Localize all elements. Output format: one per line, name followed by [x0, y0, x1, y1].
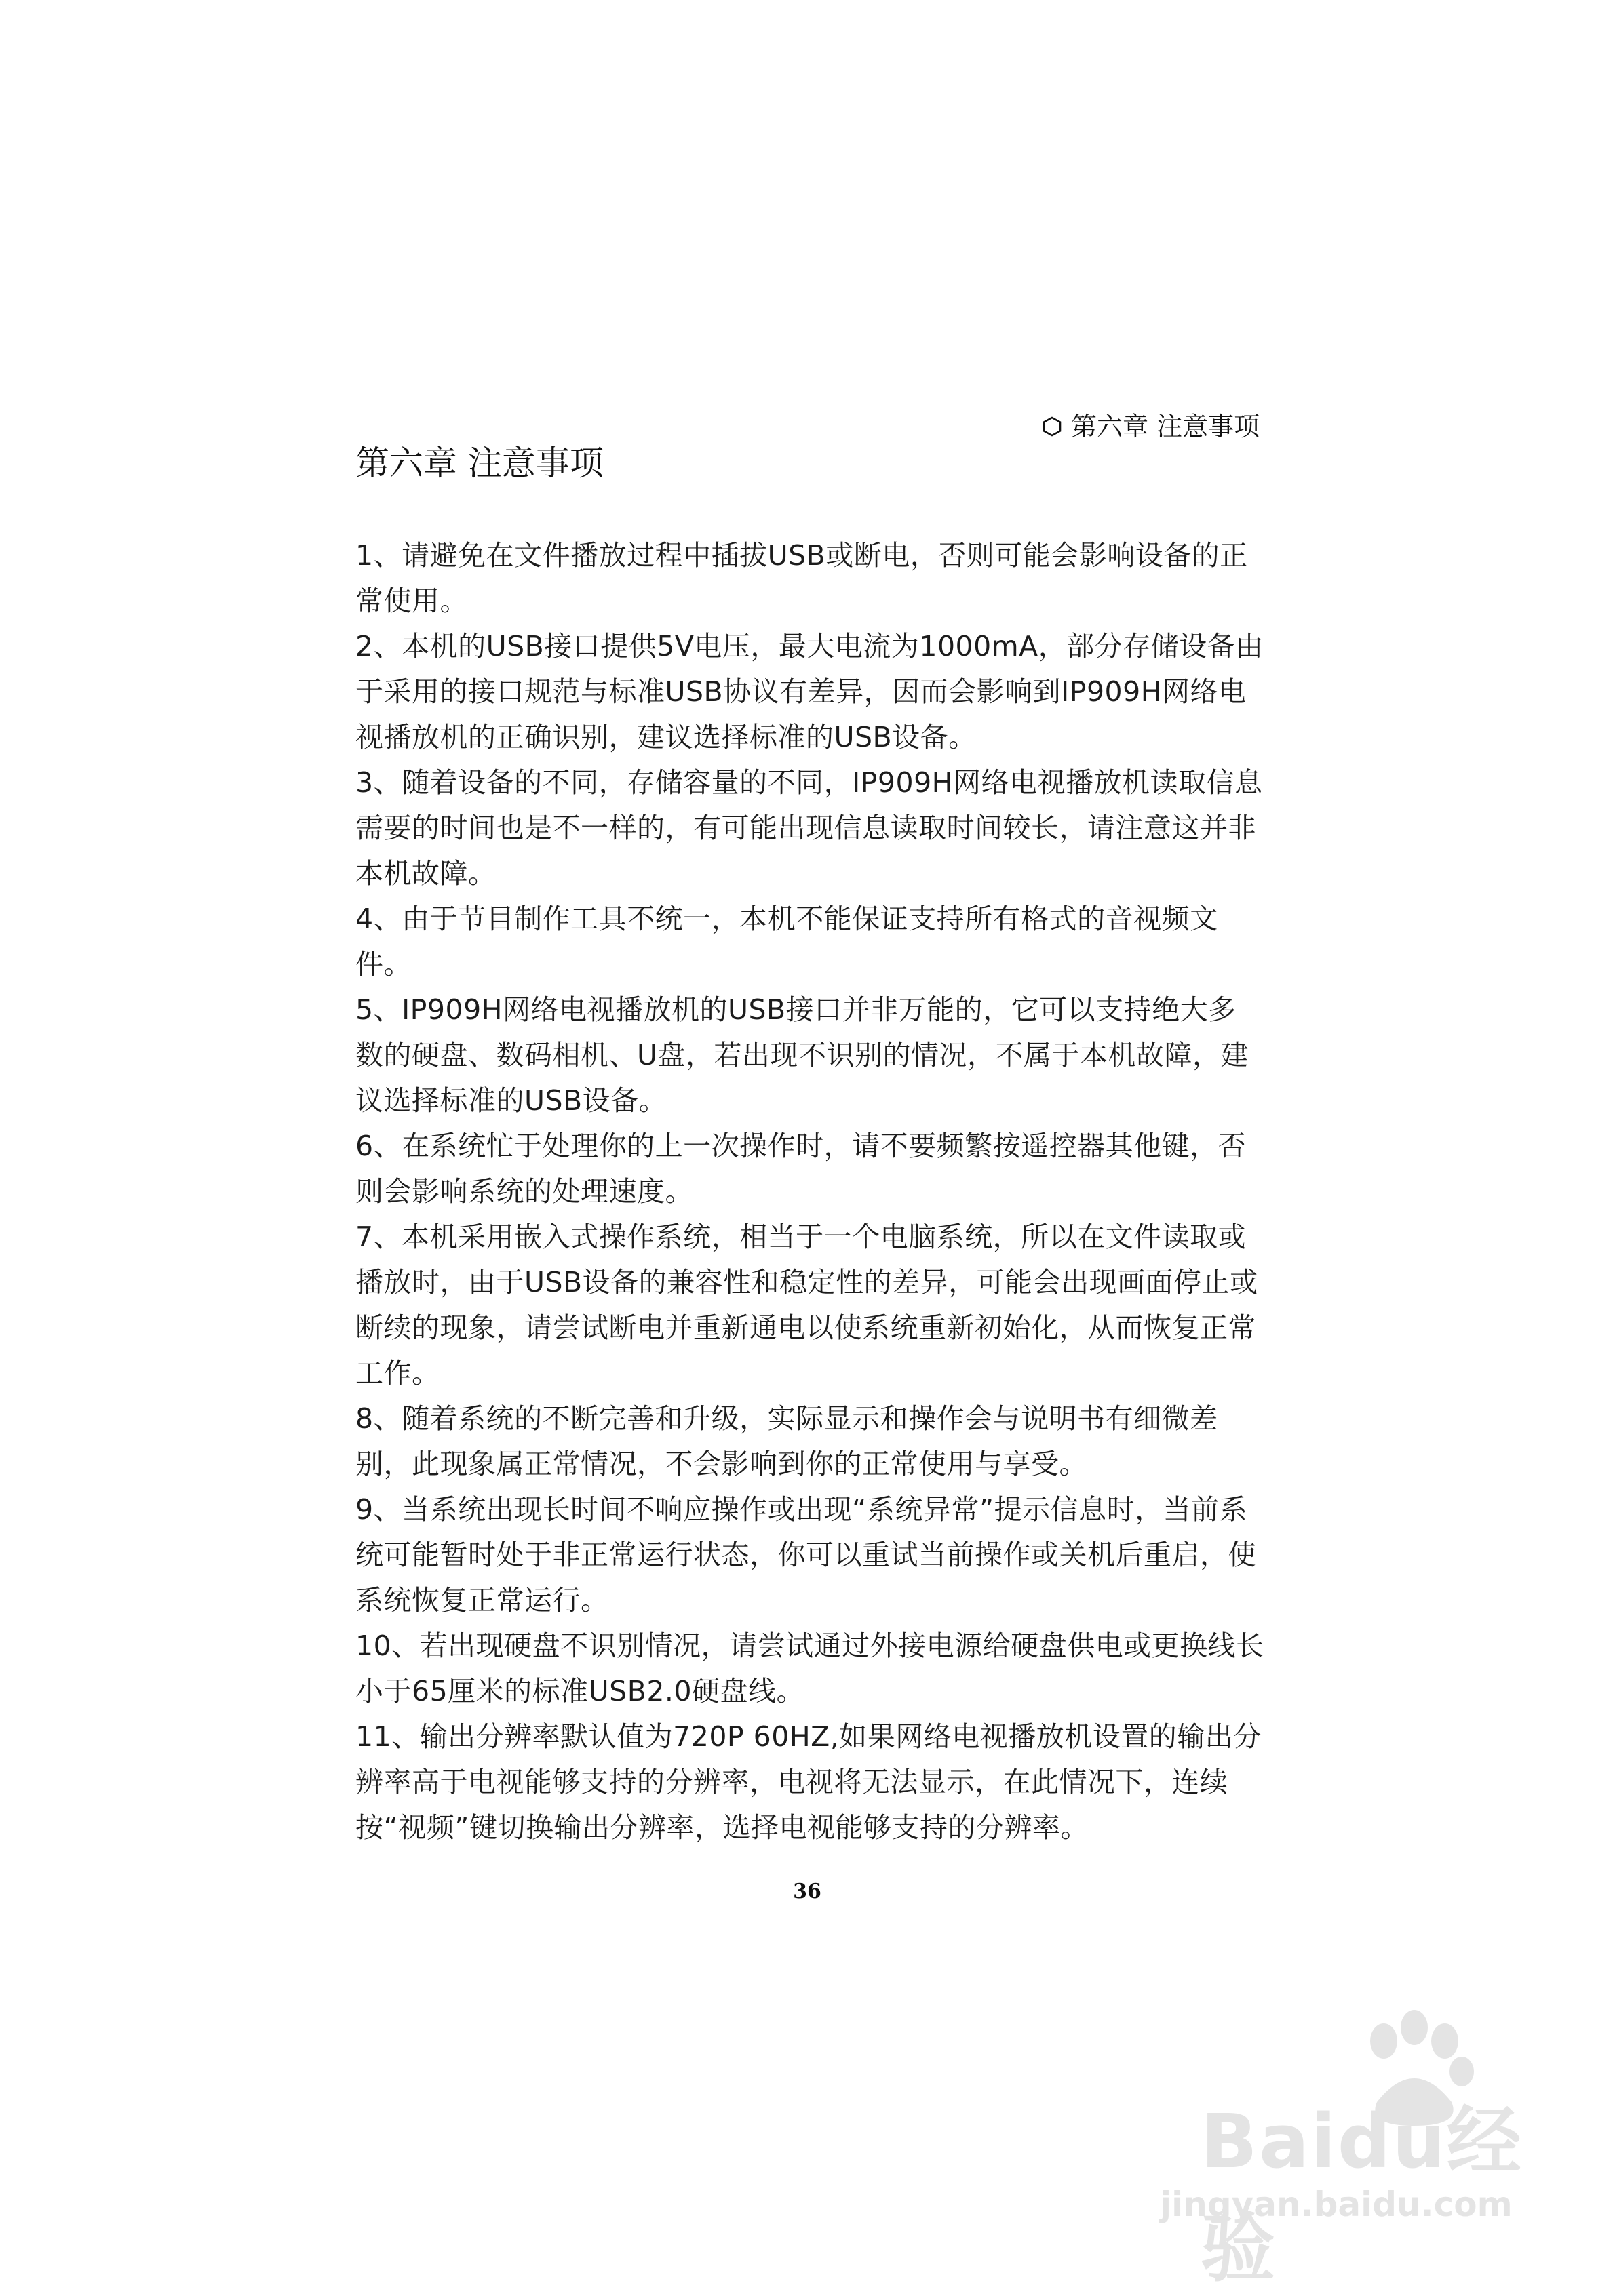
note-item: 4、由于节目制作工具不统一，本机不能保证支持所有格式的音视频文件。 [355, 903, 1218, 981]
note-item: 10、若出现硬盘不识别情况，请尝试通过外接电源给硬盘供电或更换线长小于65厘米的标准USB2.0硬盘线。 [355, 1629, 1264, 1707]
watermark-url: jingyan.baidu.com [1160, 2185, 1513, 2224]
running-header [1041, 410, 1260, 443]
hexagon-icon [1041, 416, 1063, 437]
note-item: 8、随着系统的不断完善和升级，实际显示和操作会与说明书有细微差别，此现象属正常情况，不会影响到你的正常使用与享受。 [355, 1402, 1218, 1480]
note-item: 7、本机采用嵌入式操作系统，相当于一个电脑系统，所以在文件读取或播放时，由于USB设备的兼容性和稳定性的差异，可能会出现画面停止或断续的现象，请尝试断电并重新通电以使系统重新初始化，从而恢复正常工作。 [355, 1221, 1258, 1389]
note-item: 6、在系统忙于处理你的上一次操作时，请不要频繁按遥控器其他键，否则会影响系统的处理速度。 [355, 1130, 1247, 1208]
notes-list [355, 533, 1264, 1850]
note-item: 2、本机的USB接口提供5V电压，最大电流为1000mA，部分存储设备由于采用的接口规范与标准USB协议有差异，因而会影响到IP909H网络电视播放机的正确识别，建议选择标准的USB设备。 [355, 630, 1264, 753]
running-header-title: 第六章 注意事项 [1071, 412, 1260, 441]
watermark-brand: Baidu经验 [1201, 2098, 1523, 2292]
note-item: 5、IP909H网络电视播放机的USB接口并非万能的，它可以支持绝大多数的硬盘、数码相机、U盘，若出现不识别的情况，不属于本机故障，建议选择标准的USB设备。 [355, 993, 1249, 1117]
chapter-title: 第六章 注意事项 [355, 443, 604, 483]
note-item: 3、随着设备的不同，存储容量的不同，IP909H网络电视播放机读取信息需要的时间也是不一样的，有可能出现信息读取时间较长，请注意这并非本机故障。 [355, 766, 1263, 890]
note-item: 1、请避免在文件播放过程中插拔USB或断电，否则可能会影响设备的正常使用。 [355, 539, 1248, 617]
baidu-watermark [1153, 2007, 1574, 2292]
note-item: 9、当系统出现长时间不响应操作或出现“系统异常”提示信息时，当前系统可能暂时处于非正常运行状态，你可以重试当前操作或关机后重启，使系统恢复正常运行。 [355, 1493, 1256, 1617]
page-number: 36 [793, 1880, 821, 1903]
note-item: 11、输出分辨率默认值为720P 60HZ,如果网络电视播放机设置的输出分辨率高于电视能够支持的分辨率，电视将无法显示，在此情况下，连续按“视频”键切换输出分辨率，选择电视能够支持的分辨率。 [355, 1720, 1262, 1844]
